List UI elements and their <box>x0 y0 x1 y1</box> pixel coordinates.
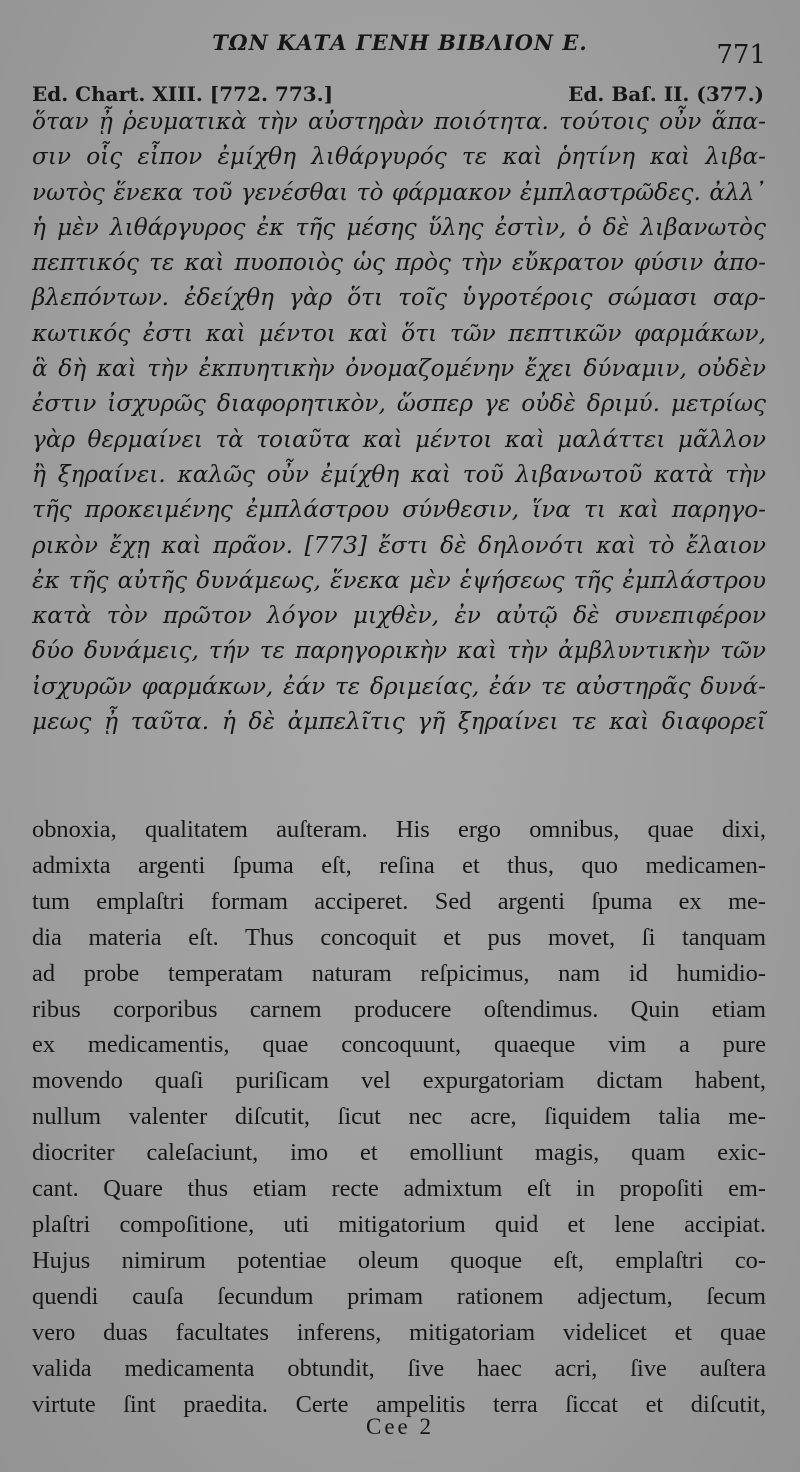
greek-line: ὅταν ᾖ ῥευματικὰ τὴν αὐστηρὰν ποιότητα. τούτοις οὖν ἅπα- <box>32 108 766 135</box>
latin-line: dia materia eſt. Thus concoquit et pus movet, ſi tanquam <box>32 923 766 951</box>
latin-line: plaſtri compoſitione, uti mitigatorium quid et lene accipiat. <box>32 1210 766 1238</box>
latin-line: cant. Quare thus etiam recte admixtum eſt in propoſiti em- <box>32 1175 766 1203</box>
edition-chartier: Ed. Chart. XIII. [772. 773.] <box>32 82 334 106</box>
greek-line: ἃ δὴ καὶ τὴν ἐκπυητικὴν ὀνομαζομένην ἔχει δύναμιν, οὐδὲν <box>32 355 766 383</box>
greek-line: πεπτικός τε καὶ πυοποιὸς ὡς πρὸς τὴν εὔκρατον φύσιν ἀπο- <box>32 249 766 277</box>
edition-references <box>32 82 764 106</box>
greek-line: ἐστιν ἰσχυρῶς διαφορητικὸν, ὥσπερ γε οὐδὲ δριμύ. μετρίως <box>32 390 766 418</box>
latin-line: obnoxia, qualitatem auſteram. His ergo omnibus, quae dixi, <box>32 816 766 843</box>
greek-line: γὰρ θερμαίνει τὰ τοιαῦτα καὶ μέντοι καὶ μαλάττει μᾶλλον <box>32 425 766 453</box>
greek-line: κατὰ τὸν πρῶτον λόγον μιχθὲν, ἐν αὐτῷ δὲ συνεπιφέρον <box>32 602 766 630</box>
greek-line: νωτὸς ἕνεκα τοῦ γενέσθαι τὸ φάρμακον ἐμπλαστρῶδες. ἀλλ᾽ <box>32 178 766 206</box>
running-title: ΤΩΝ ΚΑΤΑ ΓΕΝΗ ΒΙΒΛΙΟΝ Ε. <box>212 30 588 55</box>
greek-line: ἡ μὲν λιθάργυρος ἐκ τῆς μέσης ὕλης ἐστὶν, ὁ δὲ λιβανωτὸς <box>32 213 766 241</box>
latin-line: Hujus nimirum potentiae oleum quoque eſt, emplaſtri co- <box>32 1246 766 1274</box>
greek-line: μεως ᾖ ταῦτα. ἡ δὲ ἀμπελῖτις γῆ ξηραίνει τε καὶ διαφορεῖ <box>32 708 766 736</box>
latin-line: valida medicamenta obtundit, ſive haec acri, ſive auſtera <box>32 1354 766 1382</box>
latin-line: vero duas facultates inferens, mitigatoriam videlicet et quae <box>32 1318 766 1346</box>
latin-line: diocriter caleſaciunt, imo et emolliunt magis, quam exic- <box>32 1139 766 1167</box>
greek-line: ρικὸν ἔχῃ καὶ πρᾶον. [773] ἔστι δὲ δηλονότι καὶ τὸ ἔλαιον <box>32 531 766 559</box>
greek-line: ἰσχυρῶν φαρμάκων, ἐάν τε δριμείας, ἐάν τε αὐστηρᾶς δυνά- <box>32 672 766 700</box>
latin-line: tum emplaſtri formam acciperet. Sed argenti ſpuma ex me- <box>32 887 766 915</box>
latin-line: admixta argenti ſpuma eſt, reſina et thus, quo medicamen- <box>32 851 766 879</box>
greek-line: τῆς προκειμένης ἐμπλάστρου σύνθεσιν, ἵνα τι καὶ παρηγο- <box>32 496 766 524</box>
signature-mark: Cee 2 <box>365 1414 434 1439</box>
edition-basel: Ed. Baſ. II. (377.) <box>568 82 764 106</box>
latin-line: nullum valenter diſcutit, ſicut nec acre, ſiquidem talia me- <box>32 1103 766 1131</box>
latin-line: virtute ſint praedita. Certe ampelitis terra ſiccat et diſcutit, <box>32 1390 766 1418</box>
greek-text-block <box>32 104 766 739</box>
page-number: 771 <box>716 40 766 70</box>
greek-line: ἐκ τῆς αὐτῆς δυνάμεως, ἕνεκα μὲν ἑψήσεως τῆς ἐμπλάστρου <box>32 566 766 594</box>
latin-line: movendo quaſi puriſicam vel expurgatoriam dictam habent, <box>32 1067 766 1095</box>
latin-line: ad probe temperatam naturam reſpicimus, nam id humidio- <box>32 959 766 987</box>
greek-line: σιν οἷς εἶπον ἐμίχθη λιθάργυρός τε καὶ ῥητίνη καὶ λιβα- <box>32 143 766 171</box>
greek-line: κωτικός ἐστι καὶ μέντοι καὶ ὅτι τῶν πεπτικῶν φαρμάκων, <box>32 319 766 347</box>
greek-line: ἢ ξηραίνει. καλῶς οὖν ἐμίχθη καὶ τοῦ λιβανωτοῦ κατὰ τὴν <box>32 460 766 488</box>
latin-line: ex medicamentis, quae concoquunt, quaeque vim a pure <box>32 1031 766 1059</box>
latin-line: quendi cauſa ſecundum primam rationem adjectum, ſecum <box>32 1282 766 1310</box>
greek-line: δύο δυνάμεις, τήν τε παρηγορικὴν καὶ τὴν ἀμβλυντικὴν τῶν <box>32 637 766 665</box>
latin-text-block <box>32 812 766 1422</box>
latin-line: ribus corporibus carnem producere oſtendimus. Quin etiam <box>32 995 766 1023</box>
greek-line: βλεπόντων. ἐδείχθη γὰρ ὅτι τοῖς ὑγροτέροις σώμασι σαρ- <box>32 284 766 312</box>
